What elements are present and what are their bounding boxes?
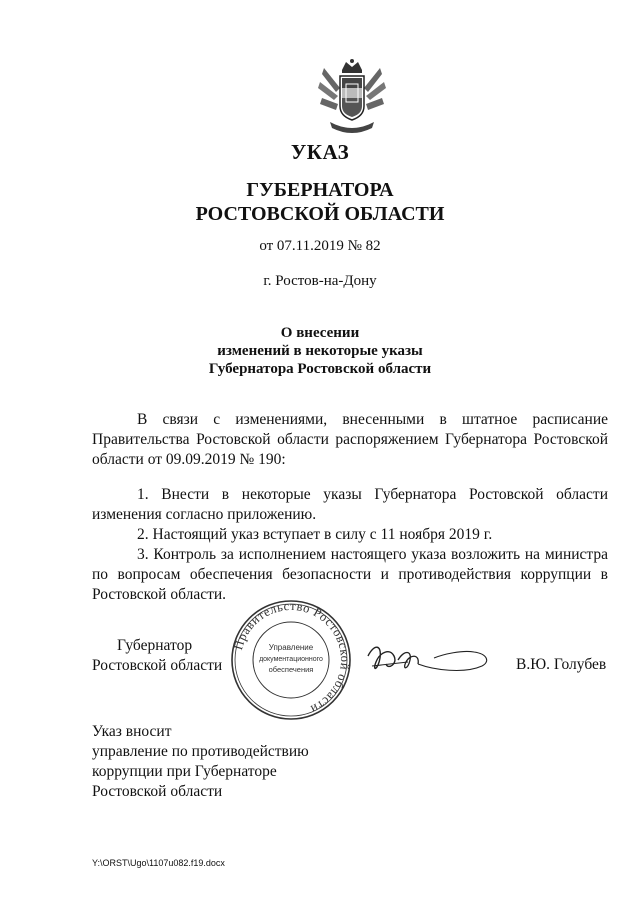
issuer-line-1: ГУБЕРНАТОРА: [246, 179, 394, 201]
seal-inner-line-3: обеспечения: [268, 665, 314, 674]
seal-inner-line-2: документационного: [259, 656, 323, 663]
signatory-role-line-2: Ростовской области: [92, 657, 223, 674]
item-1-paragraph: 1. Внести в некоторые указы Губернатора Ростовской области изменения согласно приложению.: [92, 486, 608, 523]
subject-line-1: О внесении: [280, 325, 360, 341]
note-line-3: коррупции при Губернаторе: [92, 763, 277, 780]
date-number: от 07.11.2019 № 82: [259, 238, 381, 254]
document-type-heading: УКАЗ: [290, 140, 350, 164]
decree-body: [92, 410, 608, 605]
signatory-name: В.Ю. Голубев: [516, 656, 607, 673]
signatory-role-line-1: Губернатор: [117, 637, 193, 654]
issuer-line-2: РОСТОВСКОЙ ОБЛАСТИ: [195, 203, 445, 225]
note-line-1: Указ вносит: [92, 723, 172, 740]
seal-outer-text: Правительство Ростовской области: [231, 598, 353, 717]
item-3-paragraph: 3. Контроль за исполнением настоящего указа возложить на министра по вопросам обеспечения безопасности и противодействия коррупции в Ростовской области.: [92, 546, 608, 603]
subject-line-3: Губернатора Ростовской области: [208, 361, 432, 377]
seal-inner-line-1: Управление: [268, 643, 314, 652]
official-stamp-icon: [229, 598, 353, 722]
place: г. Ростов-на-Дону: [263, 273, 377, 289]
item-2-paragraph: 2. Настоящий указ вступает в силу с 11 ноября 2019 г.: [137, 526, 493, 543]
note-line-2: управление по противодействию: [92, 743, 309, 760]
coat-of-arms-icon: [316, 58, 388, 134]
handwritten-signature-icon: [364, 636, 492, 684]
subject-line-2: изменений в некоторые указы: [217, 343, 423, 359]
submitter-note: [92, 722, 309, 802]
note-line-4: Ростовской области: [92, 783, 223, 800]
file-path-footer: Y:\ORST\Ugo\1107u082.f19.docx: [92, 858, 225, 868]
preamble-paragraph: В связи с изменениями, внесенными в штатное расписание Правительства Ростовской области распоряжением Губернатора Ростовской области от 09.09.2019 № 190:: [92, 411, 608, 468]
